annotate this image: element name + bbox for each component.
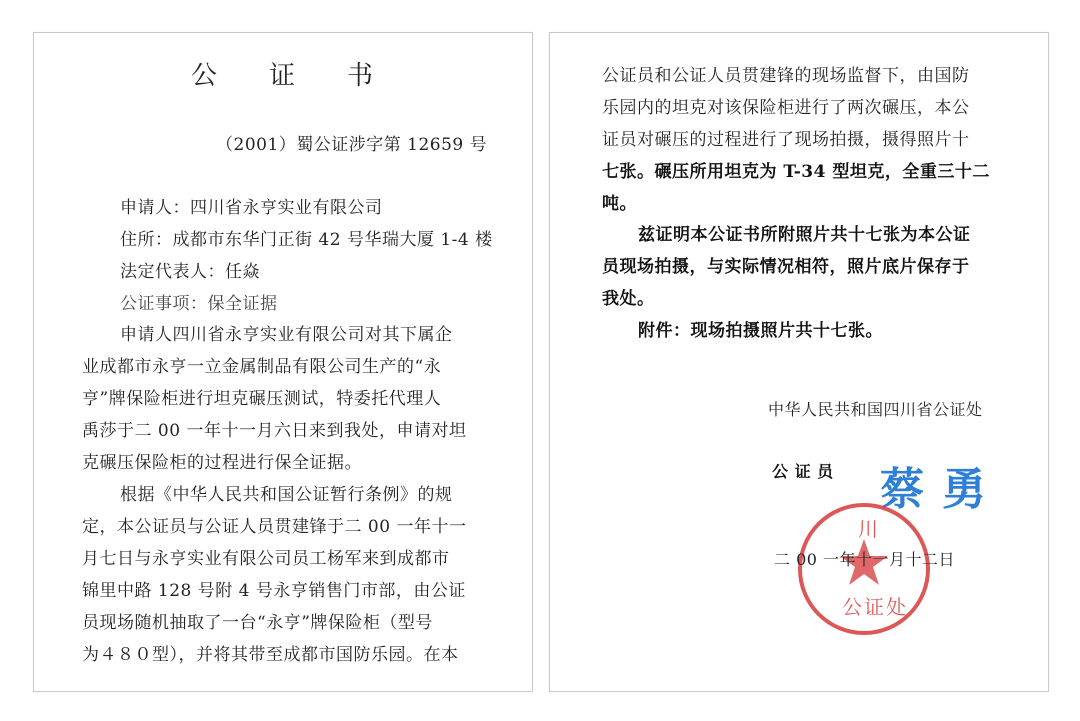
attachment-line: 附件：现场拍摄照片共十七张。 bbox=[638, 321, 883, 341]
seal-text-top: 川 bbox=[858, 517, 878, 541]
body-line: 七张。碾压所用坦克为 T-34 型坦克，全重三十二 bbox=[602, 162, 990, 182]
address-line: 住所：成都市东华门正街 42 号华瑞大厦 1-4 楼 bbox=[120, 230, 493, 250]
body-line: 亨”牌保险柜进行坦克碾压测试，特委托代理人 bbox=[82, 389, 442, 409]
body-line: 公证员和公证人员贯建锋的现场监督下，由国防 bbox=[602, 66, 970, 86]
title-char-3: 书 bbox=[347, 61, 374, 91]
document-title bbox=[34, 61, 532, 97]
notary-label: 公 证 员 bbox=[772, 462, 834, 481]
body-line: 证员对碾压的过程进行了现场拍摄，摄得照片十 bbox=[602, 130, 970, 150]
left-page bbox=[33, 32, 533, 692]
body-line: 为４８０型），并将其带至成都市国防乐园。在本 bbox=[82, 645, 459, 665]
body-line: 克碾压保险柜的过程进行保全证据。 bbox=[82, 453, 362, 473]
body-line: 我处。 bbox=[602, 289, 655, 309]
body-line: 月七日与永亨实业有限公司员工杨军来到成都市 bbox=[82, 549, 450, 569]
applicant-line: 申请人：四川省永亨实业有限公司 bbox=[120, 198, 383, 218]
title-char-2: 证 bbox=[269, 61, 296, 91]
title-char-1: 公 bbox=[191, 61, 218, 91]
legal-rep-line: 法定代表人：任焱 bbox=[120, 262, 260, 282]
body-line: 锦里中路 128 号附 4 号永亨销售门市部，由公证 bbox=[82, 581, 466, 601]
body-line: 员现场拍摄，与实际情况相符，照片底片保存于 bbox=[602, 257, 970, 277]
document-date: 二 00 一年十一月十二日 bbox=[774, 550, 956, 569]
notary-office: 中华人民共和国四川省公证处 bbox=[768, 400, 983, 419]
body-line: 业成都市永亨一立金属制品有限公司生产的“永 bbox=[82, 357, 442, 377]
body-line: 定，本公证员与公证人员贯建锋于二 00 一年十一 bbox=[82, 517, 467, 537]
body-line: 吨。 bbox=[602, 194, 637, 214]
right-page bbox=[549, 32, 1049, 692]
body-line: 禹莎于二 00 一年十一月六日来到我处，申请对坦 bbox=[82, 421, 467, 441]
body-line: 员现场随机抽取了一台“永亨”牌保险柜（型号 bbox=[82, 613, 433, 633]
notary-signature bbox=[880, 453, 1004, 517]
matter-line: 公证事项：保全证据 bbox=[120, 294, 278, 314]
body-line: 申请人四川省永亨实业有限公司对其下属企 bbox=[120, 325, 453, 345]
body-line: 兹证明本公证书所附照片共十七张为本公证 bbox=[638, 225, 971, 245]
body-line: 根据《中华人民共和国公证暂行条例》的规 bbox=[120, 485, 453, 505]
body-line: 乐园内的坦克对该保险柜进行了两次碾压，本公 bbox=[602, 98, 970, 118]
signature-text: 蔡勇 bbox=[880, 464, 1004, 515]
seal-text-bottom: 公证处 bbox=[842, 595, 908, 619]
document-number: （2001）蜀公证涉字第 12659 号 bbox=[216, 135, 488, 155]
